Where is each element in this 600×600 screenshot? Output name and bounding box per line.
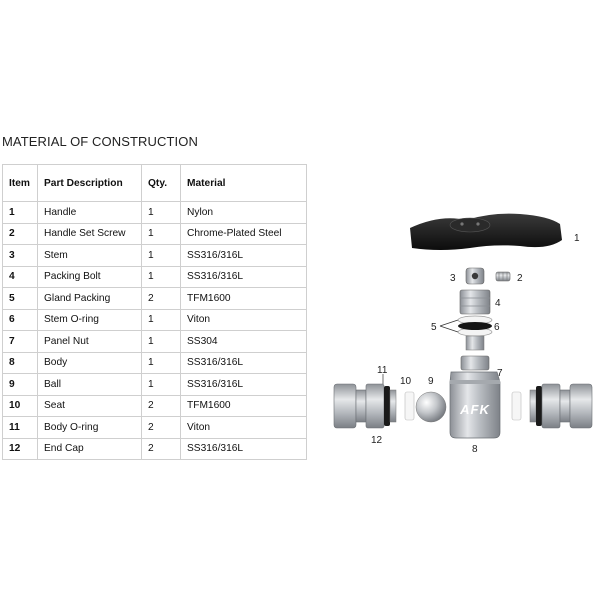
stem-oring-part [458,322,492,330]
cell-material: SS316/316L [181,245,307,267]
cell-item: 5 [3,288,38,310]
set-screw-part [496,272,510,281]
callout-2: 2 [517,273,523,284]
cell-part: Seat [38,395,142,417]
materials-table [2,164,307,460]
handle-part [410,214,562,250]
cell-material: SS316/316L [181,352,307,374]
cell-qty: 2 [142,395,181,417]
cell-material: SS304 [181,331,307,353]
cell-part: Ball [38,374,142,396]
callout-8: 8 [472,444,478,455]
cell-part: Packing Bolt [38,266,142,288]
cell-part: End Cap [38,438,142,460]
callout-5: 5 [431,322,437,333]
callout-4: 4 [495,298,501,309]
header-material: Material [181,165,307,202]
table-row [3,352,307,374]
cell-qty: 1 [142,331,181,353]
callout-1: 1 [574,233,580,244]
packing-bolt-part [460,290,490,314]
cell-material: SS316/316L [181,374,307,396]
cell-qty: 1 [142,374,181,396]
header-qty: Qty. [142,165,181,202]
table-row [3,266,307,288]
cell-material: Nylon [181,202,307,224]
cell-qty: 1 [142,245,181,267]
callout-12: 12 [371,435,383,446]
cell-qty: 2 [142,438,181,460]
leader-lines [383,320,458,384]
right-end-cap-part [542,384,592,428]
table-row [3,331,307,353]
table-row [3,395,307,417]
cell-part: Stem O-ring [38,309,142,331]
cell-material: SS316/316L [181,438,307,460]
cell-part: Stem [38,245,142,267]
cell-item: 2 [3,223,38,245]
table-row [3,288,307,310]
cell-qty: 1 [142,202,181,224]
table-row [3,417,307,439]
cell-item: 11 [3,417,38,439]
panel-nut-part [461,356,489,370]
table-row [3,374,307,396]
callout-11: 11 [377,365,388,376]
callout-3: 3 [450,273,456,284]
table-row [3,245,307,267]
ball-part [416,392,446,422]
cell-item: 4 [3,266,38,288]
cell-qty: 1 [142,223,181,245]
callout-6: 6 [494,322,500,333]
cell-part: Panel Nut [38,331,142,353]
table-row [3,438,307,460]
right-seat-part [512,392,521,420]
header-part-description: Part Description [38,165,142,202]
table-row [3,309,307,331]
cell-part: Gland Packing [38,288,142,310]
cell-material: SS316/316L [181,266,307,288]
callout-7: 7 [497,368,503,379]
cell-item: 9 [3,374,38,396]
cell-part: Body [38,352,142,374]
cell-material: TFM1600 [181,395,307,417]
stem-part [466,268,484,284]
cell-material: Viton [181,417,307,439]
left-body-oring-part [384,386,396,426]
table-header-row [3,165,307,202]
cell-qty: 1 [142,266,181,288]
left-seat-part [405,392,414,420]
cell-material: Chrome-Plated Steel [181,223,307,245]
cell-qty: 1 [142,352,181,374]
cell-qty: 2 [142,288,181,310]
brand-text: AFK [460,402,490,417]
right-body-oring-part [530,386,542,426]
header-item: Item [3,165,38,202]
cell-item: 12 [3,438,38,460]
cell-item: 6 [3,309,38,331]
cell-part: Handle [38,202,142,224]
callout-9: 9 [428,376,434,387]
cell-material: TFM1600 [181,288,307,310]
cell-item: 3 [3,245,38,267]
cell-part: Handle Set Screw [38,223,142,245]
left-end-cap-part [334,384,384,428]
body-part [450,372,500,438]
cell-item: 7 [3,331,38,353]
cell-part: Body O-ring [38,417,142,439]
callout-10: 10 [400,376,412,387]
cell-item: 1 [3,202,38,224]
cell-qty: 2 [142,417,181,439]
section-title: MATERIAL OF CONSTRUCTION [2,134,198,149]
table-row [3,202,307,224]
cell-material: Viton [181,309,307,331]
table-row [3,223,307,245]
cell-qty: 1 [142,309,181,331]
valve-exploded-diagram [320,200,600,470]
stem-lower-part [466,336,484,350]
cell-item: 10 [3,395,38,417]
cell-item: 8 [3,352,38,374]
